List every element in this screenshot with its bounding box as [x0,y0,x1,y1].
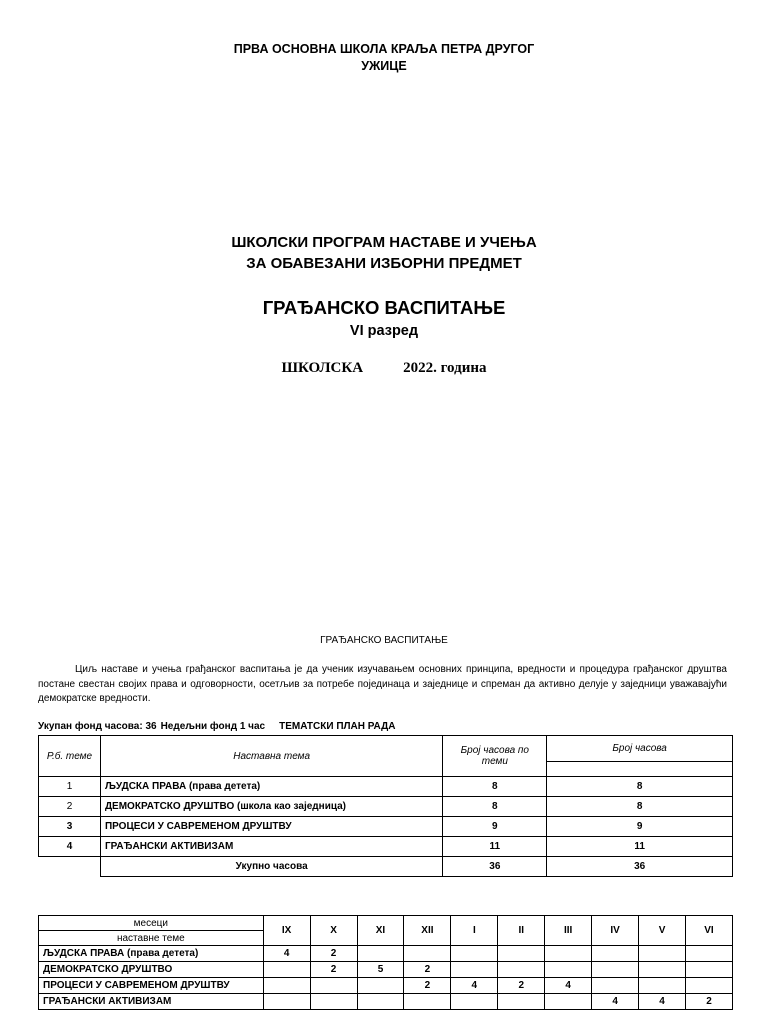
month-header: IX [263,916,310,946]
row-hours-per-topic: 9 [443,817,547,837]
month-cell: 4 [263,946,310,962]
month-cell [404,994,451,1010]
month-row [39,978,733,994]
row-topic: ЉУДСКА ПРАВА (права детета) [100,777,442,797]
month-cell [310,978,357,994]
school-year-value: 2022. година [403,360,487,376]
month-cell [592,962,639,978]
section-heading: ГРАЂАНСКО ВАСПИТАЊЕ [320,635,448,646]
months-label: месеци [39,916,264,931]
program-title-line2: ЗА ОБАВЕЗАНИ ИЗБОРНИ ПРЕДМЕТ [246,255,522,272]
month-cell [263,978,310,994]
row-hours: 11 [547,837,733,857]
intro-paragraph: Циљ наставе и учења грађанског васпитања је да ученик изучавањем основних принципа, вредности и процедура грађанског друштва постане свестан својих права и одговорности, осетљив за потребе појединаца и заједнице и спреман да активно делује у заједници уважавајући демократске вредности. [38,664,727,704]
header-topic: Наставна тема [100,736,442,777]
month-cell [685,946,732,962]
month-header: II [498,916,545,946]
month-cell [357,946,404,962]
month-header: I [451,916,498,946]
month-cell: 4 [545,978,592,994]
row-num: 3 [39,817,101,837]
month-row-name: ПРОЦЕСИ У САВРЕМЕНОМ ДРУШТВУ [39,978,264,994]
month-cell [592,978,639,994]
month-cell [639,978,686,994]
row-hours: 8 [547,777,733,797]
school-header [0,41,768,75]
table-row [39,777,733,797]
table-row [39,817,733,837]
month-header: IV [592,916,639,946]
total-row [39,857,733,877]
month-header: III [545,916,592,946]
month-row-name: ГРАЂАНСКИ АКТИВИЗАМ [39,994,264,1010]
month-cell [310,994,357,1010]
header-hours: Број часова [547,736,733,762]
grade-label: VI разред [349,323,419,339]
table-row [39,837,733,857]
row-topic: ДЕМОКРАТСКО ДРУШТВО (школа као заједница) [100,797,442,817]
month-header: XII [404,916,451,946]
row-num: 4 [39,837,101,857]
month-cell [498,994,545,1010]
total-label: Укупно часова [100,857,442,877]
month-cell [263,962,310,978]
month-header: V [639,916,686,946]
school-year-line [0,360,768,377]
month-cell [357,994,404,1010]
month-cell [498,946,545,962]
month-cell [451,946,498,962]
month-cell: 2 [310,962,357,978]
fund-weekly: Недељни фонд 1 час [160,721,266,732]
row-topic: ПРОЦЕСИ У САВРЕМЕНОМ ДРУШТВУ [100,817,442,837]
school-city-line: УЖИЦЕ [361,59,407,73]
row-hours: 9 [547,817,733,837]
row-hours-per-topic: 8 [443,797,547,817]
row-hours-per-topic: 11 [443,837,547,857]
month-cell [685,962,732,978]
header-hours-per-topic: Број часова по теми [443,736,547,777]
month-cell [263,994,310,1010]
month-cell [357,978,404,994]
row-hours: 8 [547,797,733,817]
header-hours-subcell [547,762,733,777]
monthly-distribution-table [38,915,733,1010]
plan-title: ТЕМАТСКИ ПЛАН РАДА [279,721,396,732]
month-cell: 2 [404,978,451,994]
table-row [39,797,733,817]
month-cell [639,962,686,978]
total-hours: 36 [547,857,733,877]
month-cell: 4 [592,994,639,1010]
month-row [39,962,733,978]
fund-total: Укупан фонд часова: 36 [38,721,157,732]
month-cell [545,962,592,978]
month-cell: 2 [498,978,545,994]
topics-label: наставне теме [39,931,264,946]
month-cell: 2 [404,962,451,978]
program-title-line1: ШКОЛСКИ ПРОГРАМ НАСТАВЕ И УЧЕЊА [231,234,537,251]
month-cell: 5 [357,962,404,978]
month-row-name: ЉУДСКА ПРАВА (права детета) [39,946,264,962]
month-header: XI [357,916,404,946]
month-header-row [39,916,733,931]
month-cell [685,978,732,994]
month-cell: 4 [639,994,686,1010]
row-num: 2 [39,797,101,817]
month-row-name: ДЕМОКРАТСКО ДРУШТВО [39,962,264,978]
month-cell [592,946,639,962]
month-cell [498,962,545,978]
row-hours-per-topic: 8 [443,777,547,797]
month-row [39,994,733,1010]
month-cell: 2 [310,946,357,962]
school-name-line: ПРВА ОСНОВНА ШКОЛА КРАЉА ПЕТРА ДРУГОГ [233,42,535,56]
month-cell [639,946,686,962]
month-cell: 4 [451,978,498,994]
row-num: 1 [39,777,101,797]
program-title [0,232,768,274]
month-cell: 2 [685,994,732,1010]
thematic-plan-table [38,735,733,877]
month-cell [404,946,451,962]
fund-line [38,721,395,732]
school-year-label: ШКОЛСКА [281,360,364,376]
month-row [39,946,733,962]
row-topic: ГРАЂАНСКИ АКТИВИЗАМ [100,837,442,857]
month-cell [545,994,592,1010]
header-num: Р.б. теме [39,736,101,777]
total-hours-per-topic: 36 [443,857,547,877]
subject-title: ГРАЂАНСКО ВАСПИТАЊЕ [262,297,506,318]
month-cell [451,962,498,978]
month-cell [545,946,592,962]
month-header: VI [685,916,732,946]
total-spacer [39,857,101,877]
table-header-row [39,736,733,762]
month-header: X [310,916,357,946]
month-cell [451,994,498,1010]
